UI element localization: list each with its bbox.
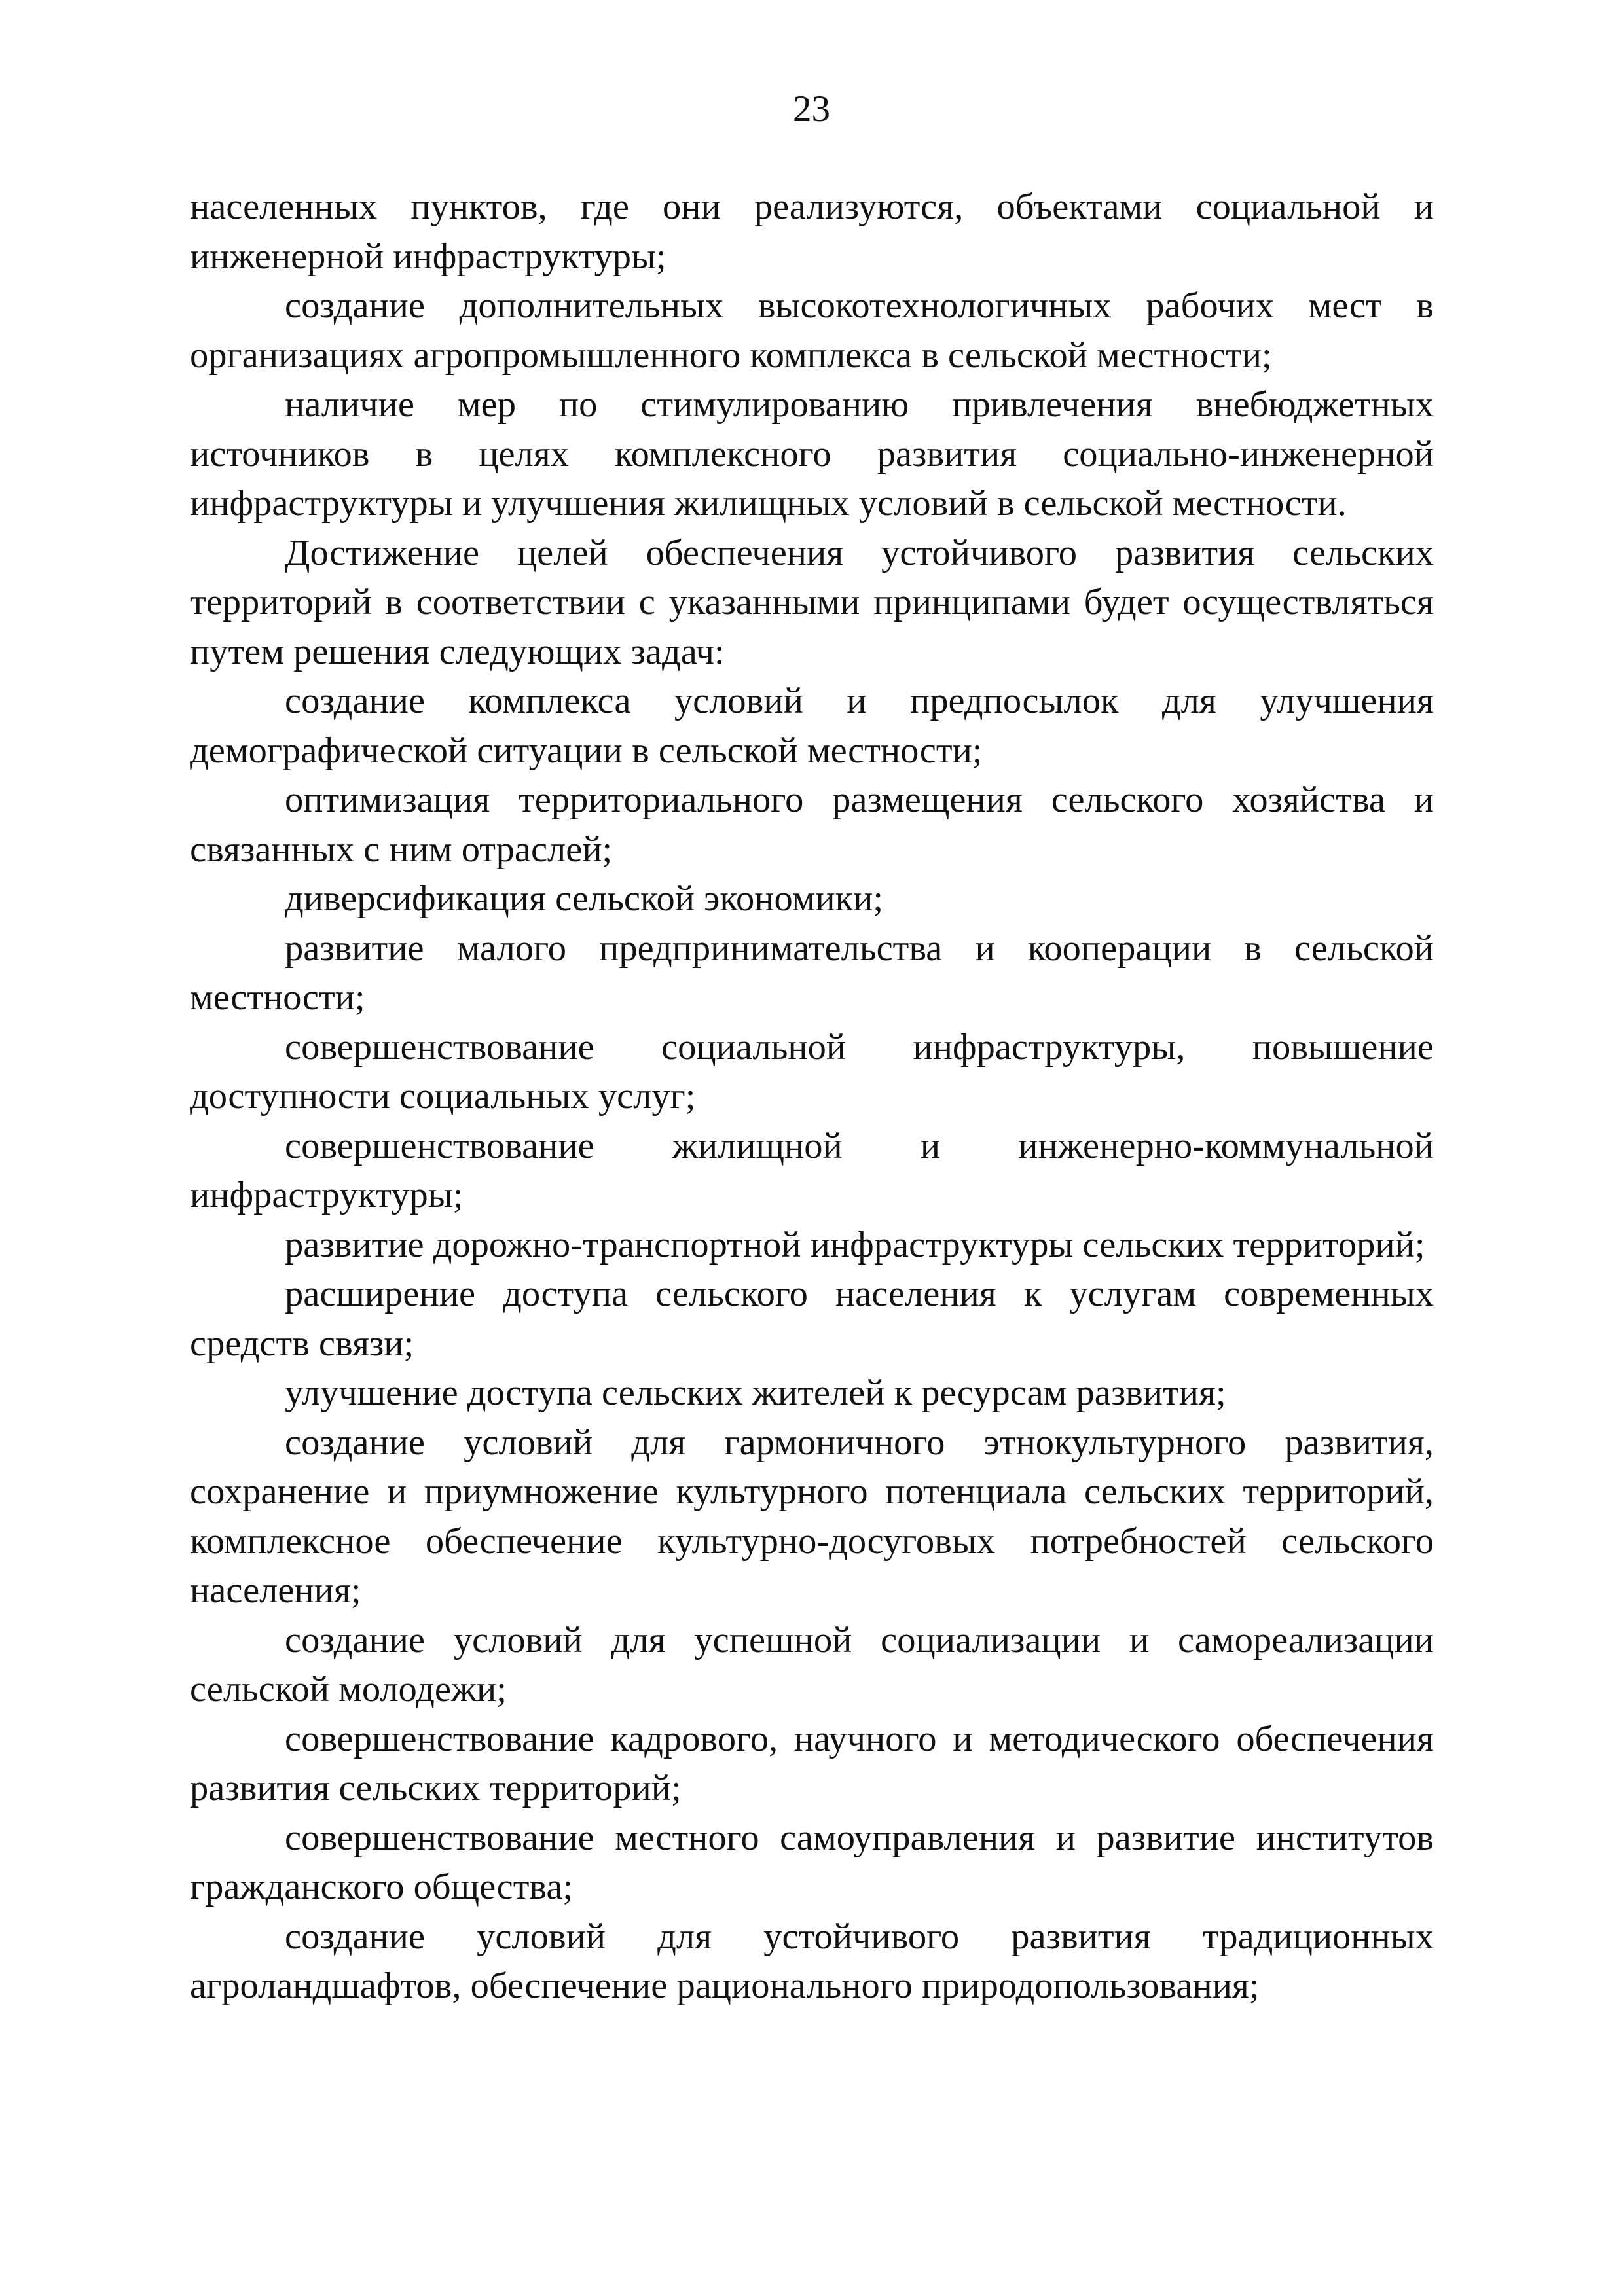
body-text bbox=[190, 183, 1434, 2011]
list-item: создание комплекса условий и предпосылок для улучшения демографической ситуации в сельской местности; bbox=[190, 681, 1434, 771]
list-item: оптимизация территориального размещения сельского хозяйства и связанных с ним отраслей; bbox=[190, 780, 1434, 870]
list-item: совершенствование социальной инфраструктуры, повышение доступности социальных услуг; bbox=[190, 1026, 1434, 1117]
list-item: создание условий для гармоничного этнокультурного развития, сохранение и приумножение культурного потенциала сельских территорий, комплексное обеспечение культурно-досуговых потребностей сельского населения; bbox=[190, 1422, 1434, 1611]
paragraph: наличие мер по стимулированию привлечения внебюджетных источников в целях комплексного развития социально-инженерной инфраструктуры и улучшения жилищных условий в сельской местности. bbox=[190, 384, 1434, 524]
list-item: развитие дорожно-транспортной инфраструктуры сельских территорий; bbox=[285, 1224, 1425, 1265]
paragraph: создание дополнительных высокотехнологичных рабочих мест в организациях агропромышленного комплекса в сельской местности; bbox=[190, 285, 1434, 376]
list-item: диверсификация сельской экономики; bbox=[285, 878, 884, 919]
paragraph-continuation: населенных пунктов, где они реализуются, объектами социальной и инженерной инфраструктуры; bbox=[190, 187, 1434, 277]
list-item: совершенствование жилищной и инженерно-коммунальной инфраструктуры; bbox=[190, 1125, 1434, 1215]
list-item: совершенствование местного самоуправления и развитие институтов гражданского общества; bbox=[190, 1817, 1434, 1907]
list-item: улучшение доступа сельских жителей к ресурсам развития; bbox=[285, 1372, 1226, 1413]
list-item: совершенствование кадрового, научного и методического обеспечения развития сельских территорий; bbox=[190, 1718, 1434, 1808]
list-item: расширение доступа сельского населения к услугам современных средств связи; bbox=[190, 1274, 1434, 1364]
list-item: развитие малого предпринимательства и кооперации в сельской местности; bbox=[190, 927, 1434, 1018]
paragraph: Достижение целей обеспечения устойчивого развития сельских территорий в соответствии с указанными принципами будет осуществляться путем решения следующих задач: bbox=[190, 532, 1434, 672]
page-number: 23 bbox=[793, 88, 830, 130]
list-item: создание условий для успешной социализации и самореализации сельской молодежи; bbox=[190, 1619, 1434, 1710]
list-item: создание условий для устойчивого развития традиционных агроландшафтов, обеспечение рационального природопользования; bbox=[190, 1916, 1434, 2006]
